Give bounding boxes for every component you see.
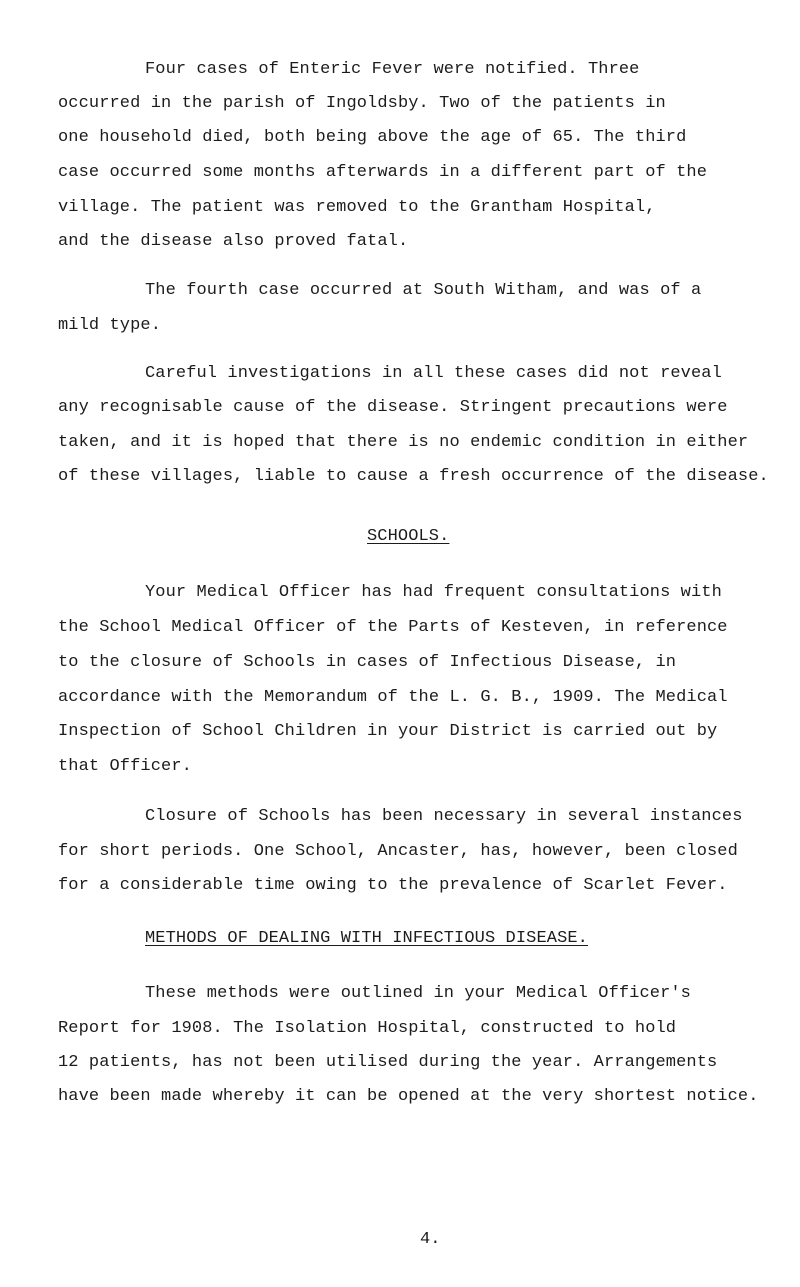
paragraph-1-line-5: village. The patient was removed to the Grantham Hospital, bbox=[58, 198, 656, 217]
paragraph-1-line-4: case occurred some months afterwards in a different part of the bbox=[58, 163, 708, 182]
paragraph-6-line-3: 12 patients, has not been utilised during the year. Arrangements bbox=[58, 1053, 718, 1072]
paragraph-5-line-2: for short periods. One School, Ancaster, has, however, been closed bbox=[58, 842, 738, 861]
paragraph-3-line-3: taken, and it is hoped that there is no endemic condition in either bbox=[58, 433, 749, 452]
paragraph-3-line-4: of these villages, liable to cause a fresh occurrence of the disease. bbox=[58, 467, 769, 486]
paragraph-4-line-1: Your Medical Officer has had frequent consultations with bbox=[145, 583, 722, 602]
paragraph-5-line-3: for a considerable time owing to the prevalence of Scarlet Fever. bbox=[58, 876, 728, 895]
paragraph-2-line-2: mild type. bbox=[58, 316, 162, 335]
paragraph-6-line-2: Report for 1908. The Isolation Hospital, constructed to hold bbox=[58, 1019, 677, 1038]
paragraph-3-line-1: Careful investigations in all these cases did not reveal bbox=[145, 364, 722, 383]
methods-heading: METHODS OF DEALING WITH INFECTIOUS DISEASE. bbox=[145, 929, 588, 948]
paragraph-4-line-5: Inspection of School Children in your District is carried out by bbox=[58, 722, 718, 741]
paragraph-4-line-6: that Officer. bbox=[58, 757, 192, 776]
paragraph-1-line-3: one household died, both being above the age of 65. The third bbox=[58, 128, 687, 147]
paragraph-1-line-1: Four cases of Enteric Fever were notified. Three bbox=[145, 60, 640, 79]
page-number: 4. bbox=[420, 1230, 441, 1249]
paragraph-2-line-1: The fourth case occurred at South Witham, and was of a bbox=[145, 281, 702, 300]
paragraph-4-line-4: accordance with the Memorandum of the L. G. B., 1909. The Medical bbox=[58, 688, 728, 707]
paragraph-4-line-2: the School Medical Officer of the Parts of Kesteven, in reference bbox=[58, 618, 728, 637]
paragraph-6-line-1: These methods were outlined in your Medical Officer's bbox=[145, 984, 691, 1003]
paragraph-3-line-2: any recognisable cause of the disease. Stringent precautions were bbox=[58, 398, 728, 417]
paragraph-1-line-6: and the disease also proved fatal. bbox=[58, 232, 409, 251]
paragraph-1-line-2: occurred in the parish of Ingoldsby. Two of the patients in bbox=[58, 94, 666, 113]
paragraph-5-line-1: Closure of Schools has been necessary in several instances bbox=[145, 807, 743, 826]
schools-heading: SCHOOLS. bbox=[367, 527, 450, 546]
paragraph-6-line-4: have been made whereby it can be opened at the very shortest notice. bbox=[58, 1087, 759, 1106]
paragraph-4-line-3: to the closure of Schools in cases of Infectious Disease, in bbox=[58, 653, 677, 672]
